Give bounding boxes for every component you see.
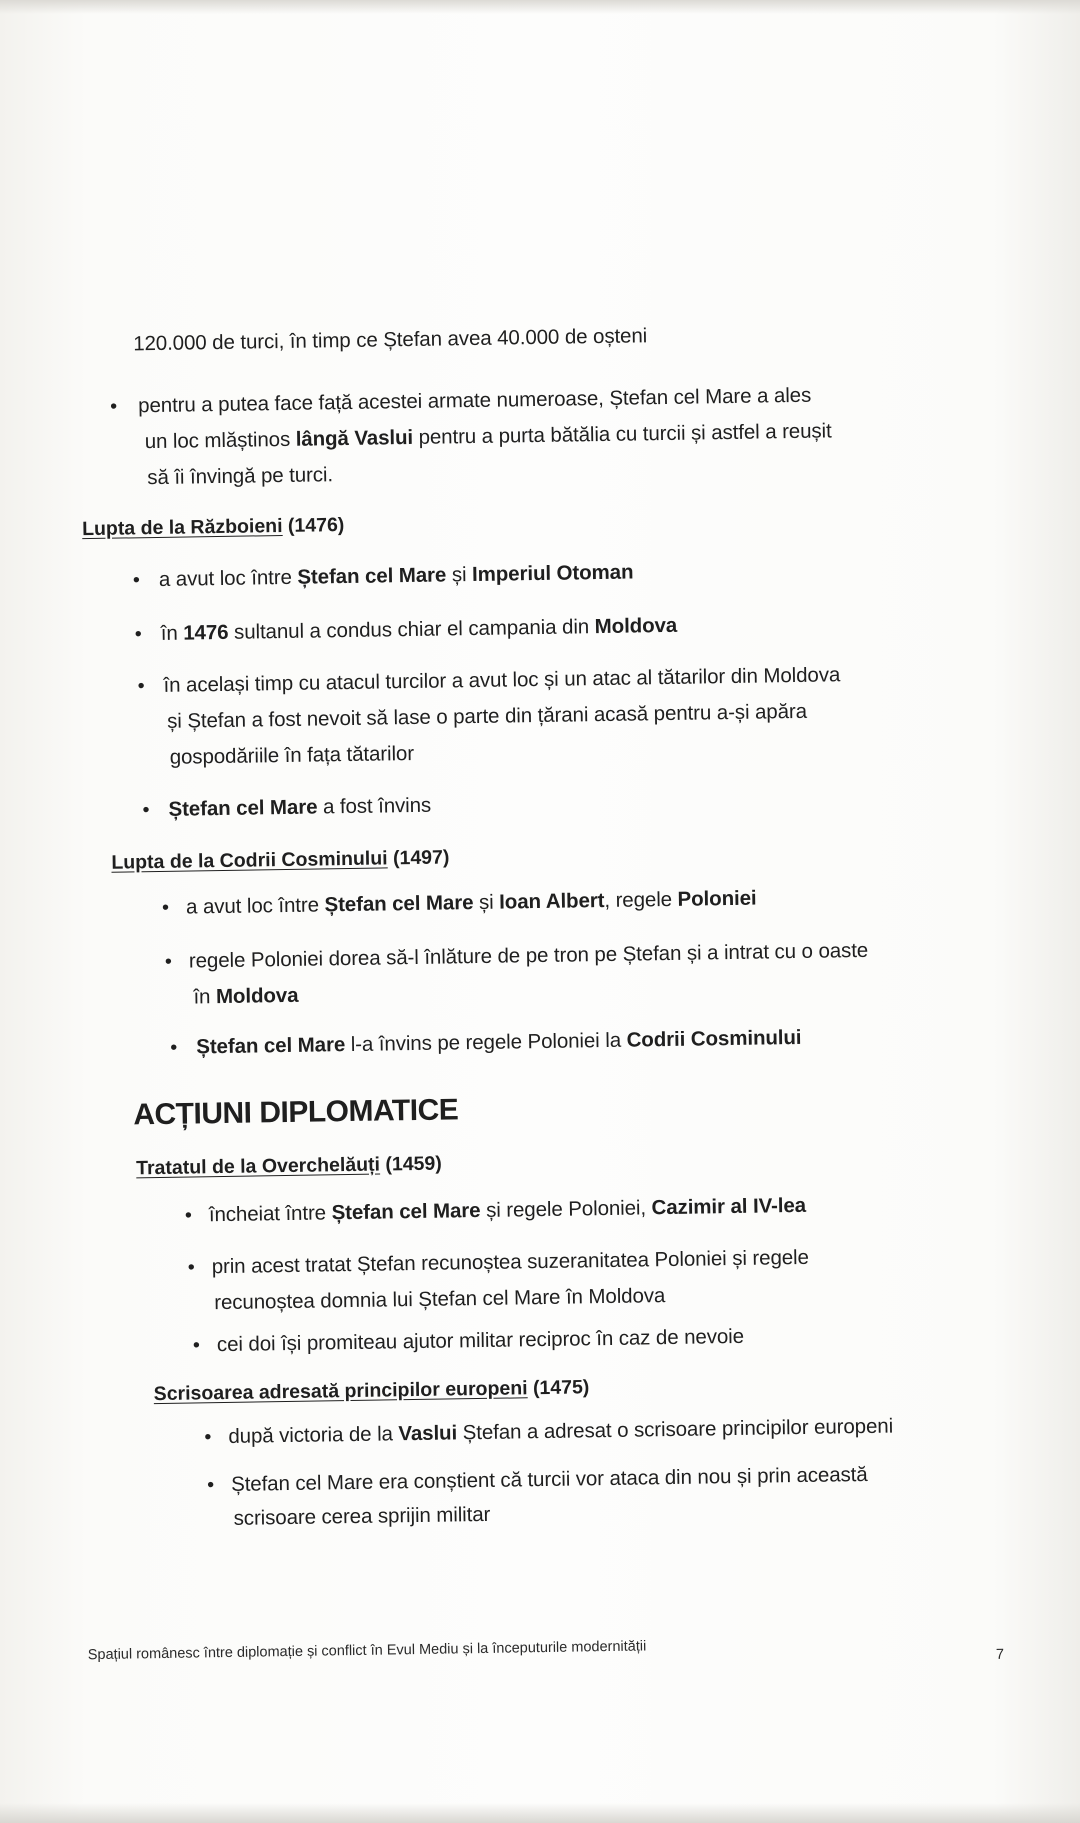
bullet: • [204, 1426, 212, 1449]
subsection-heading-scrisoarea: Scrisoarea adresată principilor europeni (1475) [153, 1376, 590, 1406]
section-title: ACȚIUNI DIPLOMATICE [133, 1093, 459, 1132]
subsection-heading-razboieni: Lupta de la Războieni (1476) [81, 514, 345, 541]
subsection-heading-codrii-cosminului: Lupta de la Codrii Cosminului (1497) [111, 846, 450, 874]
text-line: recunoștea domnia lui Ștefan cel Mare în Moldova [214, 1284, 666, 1315]
text-line: pentru a putea face față acestei armate numeroase, Ștefan cel Mare a ales [138, 383, 812, 418]
text-line: scrisoare cerea sprijin militar [233, 1502, 491, 1530]
bullet: • [206, 1474, 215, 1497]
text-line: să îi învingă pe turci. [147, 463, 334, 490]
bullet: • [187, 1256, 195, 1279]
page-footer-text: Spațiul românesc între diplomație și conflict în Evul Mediu și la începuturile modernității [87, 1638, 647, 1664]
text-line: și Ștefan a fost nevoit să lase o parte din țărani acasă pentru a-și apăra [166, 699, 808, 733]
subsection-heading-overchelauti: Tratatul de la Overchelăuți (1459) [135, 1152, 442, 1180]
text-line: regele Poloniei dorea să-l înlăture de pe tron pe Ștefan și a intrat cu o oaste [188, 938, 869, 973]
text-line: a avut loc între Ștefan cel Mare și Imperiul Otoman [158, 560, 634, 591]
bullet: • [192, 1334, 201, 1357]
page-bottom-edge [0, 1803, 1080, 1823]
bullet: • [170, 1036, 178, 1059]
text-line: 120.000 de turci, în timp ce Ștefan avea 40.000 de oșteni [133, 324, 648, 356]
page-number: 7 [995, 1646, 1005, 1663]
bullet: • [184, 1204, 193, 1227]
text-line: cei doi își promiteau ajutor militar reciproc în caz de nevoie [216, 1324, 745, 1357]
bullet: • [142, 799, 150, 822]
text-line: în 1476 sultanul a condus chiar el campania din Moldova [160, 613, 678, 645]
bullet: • [137, 675, 145, 698]
text-line: Ștefan cel Mare era conștient că turcii vor ataca din nou și prin această [230, 1462, 868, 1496]
text-line: prin acest tratat Ștefan recunoștea suzeranitatea Poloniei și regele [211, 1245, 809, 1279]
bullet: • [110, 395, 118, 418]
text-line: Ștefan cel Mare a fost învins [168, 793, 432, 821]
text-line: gospodăriile în fața tătarilor [169, 741, 415, 769]
text-line: în Moldova [193, 983, 299, 1009]
text-line: în același timp cu atacul turcilor a avut loc și un atac al tătarilor din Moldova [163, 663, 841, 697]
text-line: după victoria de la Vaslui Ștefan a adresat o scrisoare principilor europeni [228, 1414, 894, 1448]
text-line: un loc mlăștinos lângă Vaslui pentru a purta bătălia cu turcii și astfel a reușit [144, 419, 832, 454]
bullet: • [161, 896, 170, 919]
text-line: încheiat între Ștefan cel Mare și regele Poloniei, Cazimir al IV-lea [208, 1193, 807, 1227]
bullet: • [132, 569, 141, 592]
bullet: • [164, 950, 173, 973]
bullet: • [134, 623, 142, 646]
text-line: Ștefan cel Mare l-a învins pe regele Poloniei la Codrii Cosminului [196, 1025, 802, 1059]
text-line: a avut loc între Ștefan cel Mare și Ioan Albert, regele Poloniei [185, 886, 757, 919]
